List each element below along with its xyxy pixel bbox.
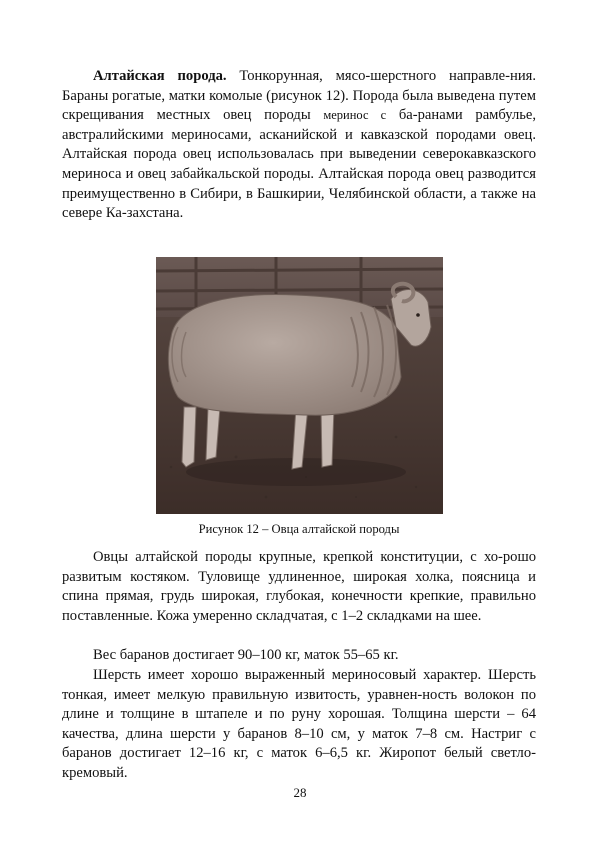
- page-number: 28: [293, 785, 307, 800]
- figure-caption: Рисунок 12 – Овца алтайской породы: [198, 522, 400, 536]
- body-paragraph-1: Овцы алтайской породы крупные, крепкой конституции, с хо-рошо развитым костяком. Туловище удлиненное, широкая холка, поясница и спина прямая, грудь широкая, глубокая, конечности крепкие, правильно поставленные. Кожа умеренно складчатая, с 1–2 складками на шее.: [62, 549, 536, 624]
- sheep-photo: [156, 257, 443, 514]
- body-paragraph-2: Вес баранов достигает 90–100 кг, маток 55–65 кг.: [93, 647, 399, 663]
- intro-text-2: ба-ранами рамбулье, австралийскими мериносами, асканийской и кавказской породами овец. Алтайская порода овец использовалась при выведении северокавказского мериноса и овец забайкальской породы. Алтайская порода овец разводится преимущественно в Сибири, в Башкирии, Челябинской области, а также на севере Ка-захстана.: [62, 107, 537, 222]
- intro-text-small: меринос с: [323, 108, 387, 123]
- breed-title: Алтайская порода.: [93, 68, 227, 84]
- intro-paragraph: [62, 67, 536, 224]
- body-paragraph-3: Шерсть имеет хорошо выраженный мериносовый характер. Шерсть тонкая, имеет мелкую правильную извитость, уравнен-ность волокон по длине и толщине в штапеле и по руну хорошая. Толщина шерсти – 64 качества, длина шерсти у баранов 8–10 см, у маток 7–8 см. Настриг с баранов достигает 12–16 кг, с маток 6–6,5 кг. Жиропот белый светло-кремовый.: [62, 667, 536, 781]
- intro-text-1: Тонкорунная, мясо-шерстного направле-ния. Бараны рогатые, матки комолые (рисунок 12). Порода была выведена путем скрещивания местных овец породы: [62, 68, 537, 124]
